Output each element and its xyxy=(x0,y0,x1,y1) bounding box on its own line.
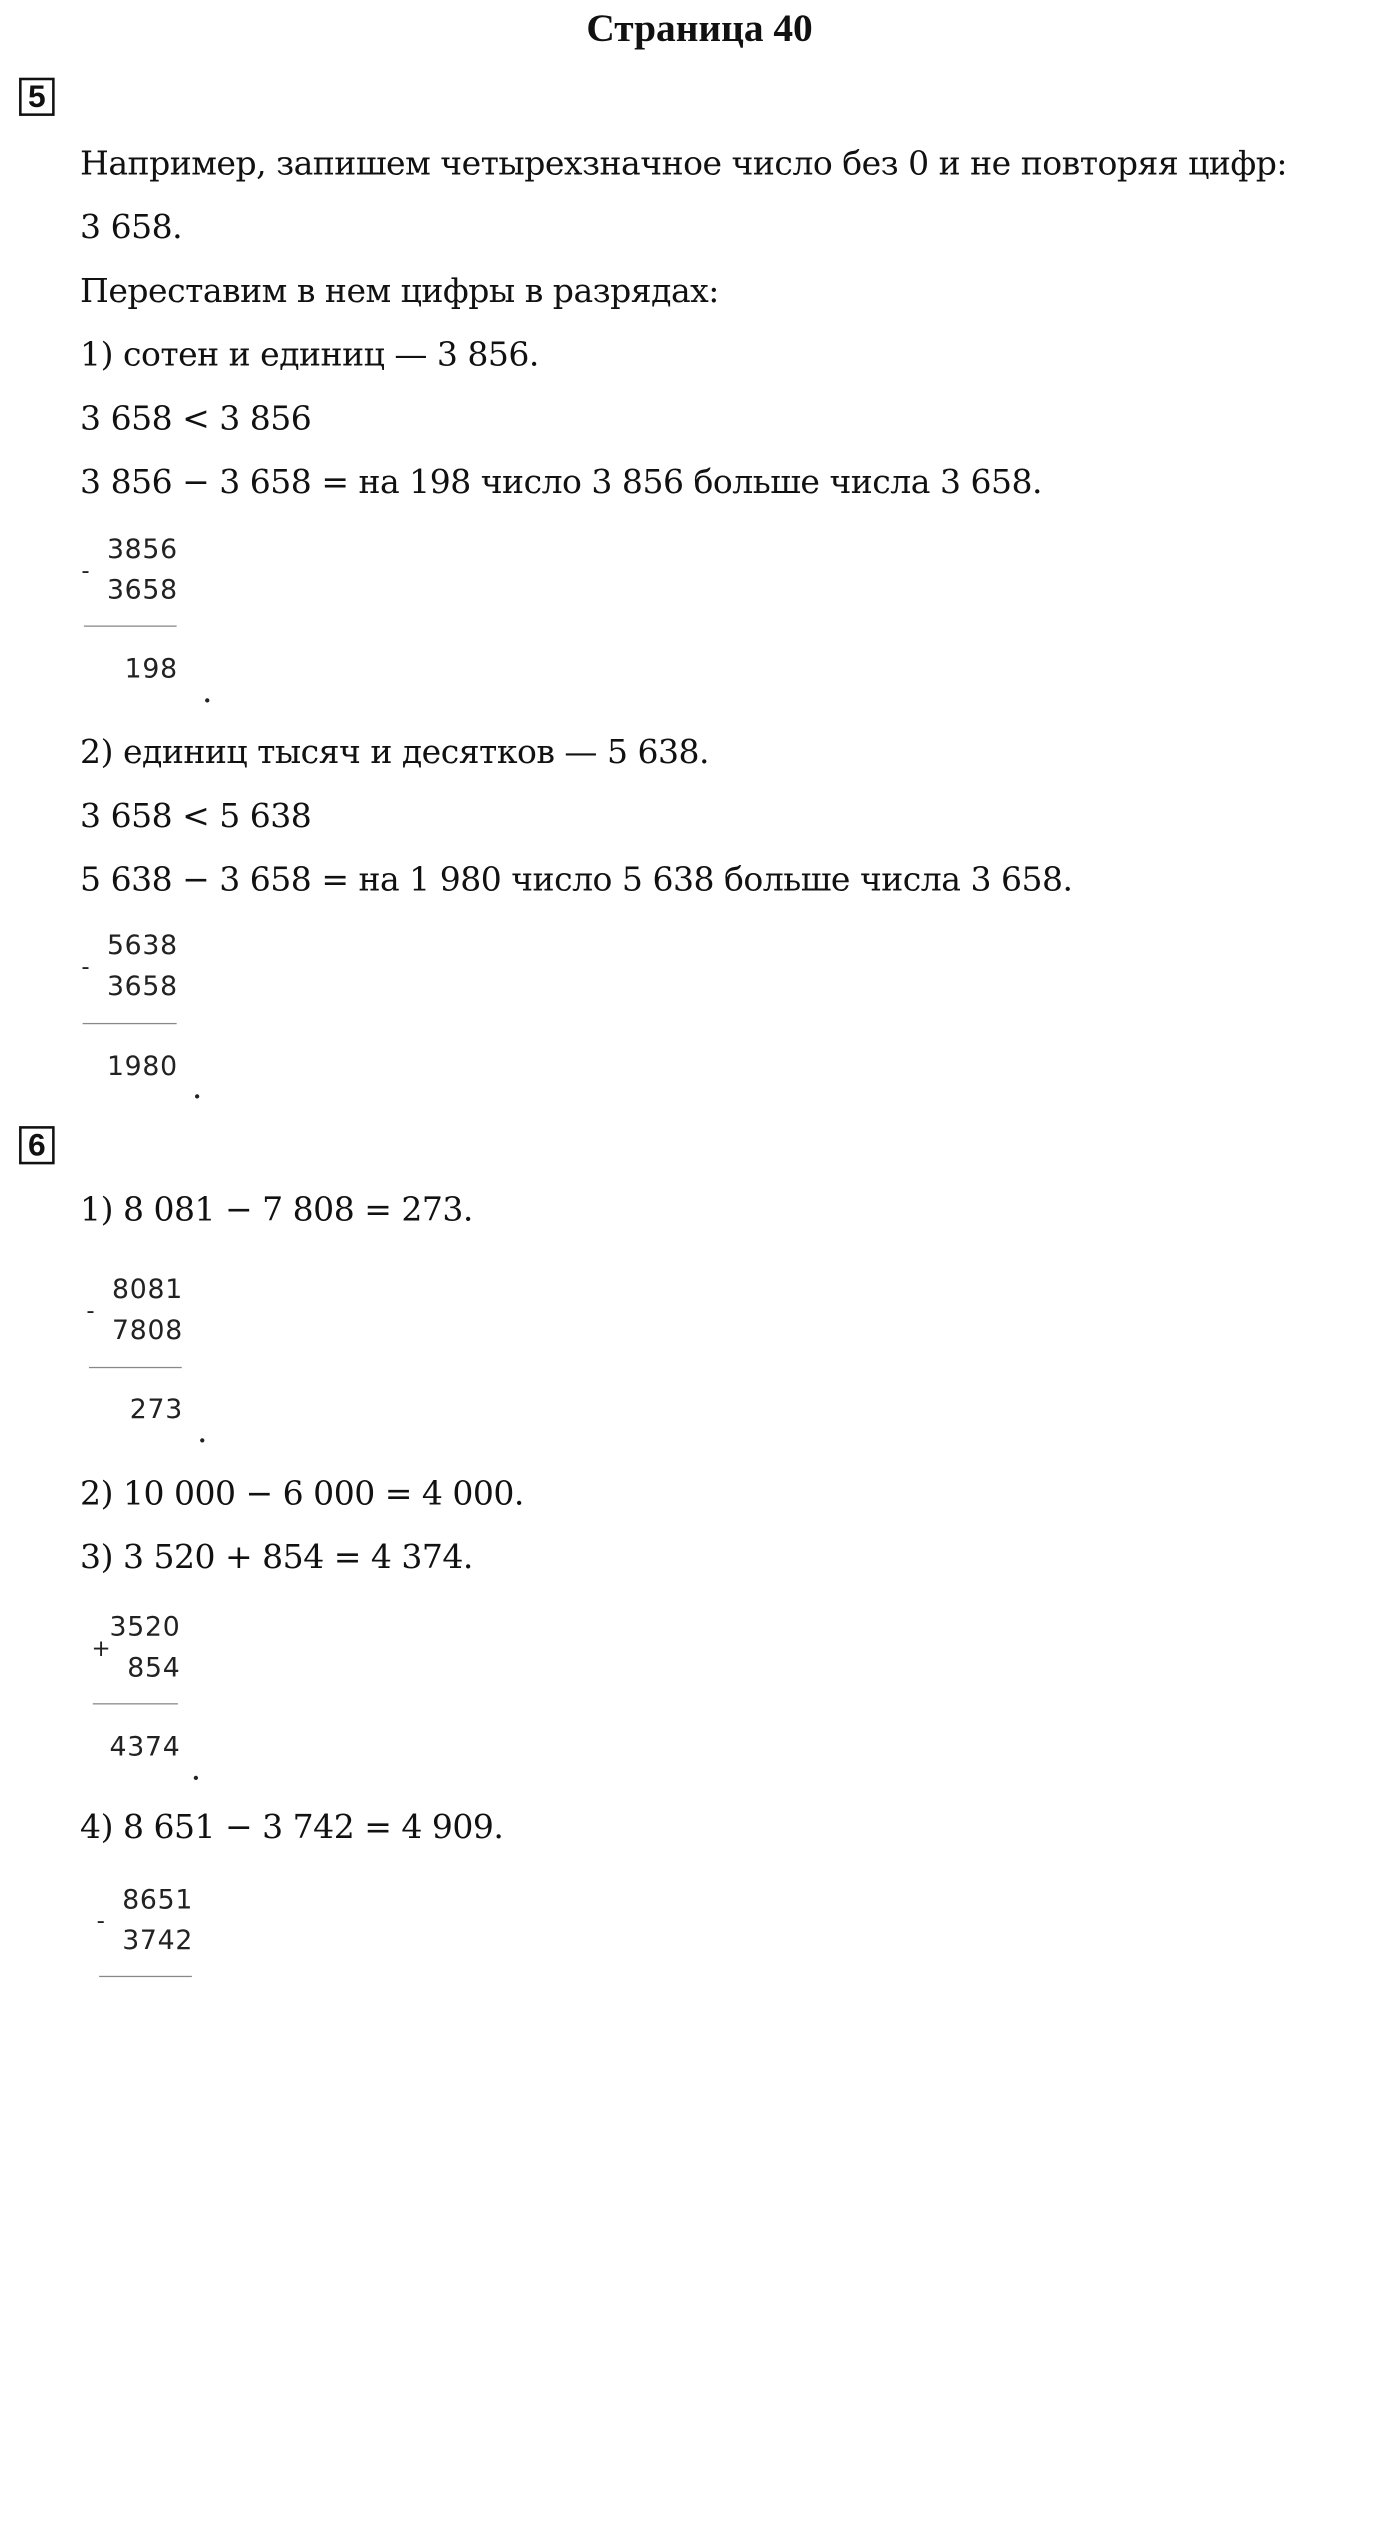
task-5-intro-line: Например, запишем четырехзначное число без 0 и не повторяя цифр: xyxy=(80,145,1288,184)
minus-sign: - xyxy=(86,1298,95,1325)
result-underline xyxy=(89,1367,182,1368)
result-underline xyxy=(93,1703,178,1704)
task-6-item-2: 2) 10 000 − 6 000 = 4 000. xyxy=(80,1475,524,1514)
difference-result: 198 xyxy=(124,653,178,685)
task-5-case-1-comparison: 3 658 < 3 856 xyxy=(80,400,312,439)
difference-result: 273 xyxy=(129,1393,183,1425)
plus-sign: + xyxy=(91,1635,111,1663)
result-underline xyxy=(99,1976,192,1977)
minuend: 5638 xyxy=(106,929,178,961)
minus-sign: - xyxy=(81,557,90,585)
minuend: 3856 xyxy=(106,533,178,565)
first-addend: 3520 xyxy=(109,1611,181,1643)
end-dot: . xyxy=(190,1750,202,1789)
result-underline xyxy=(84,625,177,626)
task-5-rearrange-line: Переставим в нем цифры в разрядах: xyxy=(80,272,719,311)
task-5-case-2-comparison: 3 658 < 5 638 xyxy=(80,797,312,836)
subtrahend: 7808 xyxy=(112,1314,183,1346)
end-dot: . xyxy=(202,672,213,711)
subtrahend: 3742 xyxy=(122,1924,194,1956)
task-5-example-number: 3 658. xyxy=(80,208,183,248)
task-6-item-4: 4) 8 651 − 3 742 = 4 909. xyxy=(80,1808,504,1848)
sum-result: 4374 xyxy=(109,1731,181,1762)
task-5-case-2-line: 2) единиц тысяч и десятков — 5 638. xyxy=(80,733,710,772)
task-5-number-badge: 5 xyxy=(19,78,55,116)
task-6-item-3: 3) 3 520 + 854 = 4 374. xyxy=(80,1538,473,1578)
subtrahend: 3658 xyxy=(106,970,178,1002)
task-6-item-1: 1) 8 081 − 7 808 = 273. xyxy=(80,1191,473,1230)
page-title: Страница 40 xyxy=(586,5,813,50)
end-dot: . xyxy=(196,1412,208,1451)
minuend: 8651 xyxy=(122,1884,194,1915)
second-addend: 854 xyxy=(127,1652,181,1683)
minus-sign: - xyxy=(81,954,90,981)
result-underline xyxy=(83,1023,177,1024)
task-5-case-1-line: 1) сотен и единиц — 3 856. xyxy=(80,336,539,375)
difference-result: 1980 xyxy=(106,1050,178,1082)
subtrahend: 3658 xyxy=(106,574,178,606)
end-dot: . xyxy=(191,1068,203,1108)
task-5-case-2-difference: 5 638 − 3 658 = на 1 980 число 5 638 больше числа 3 658. xyxy=(80,861,1073,900)
task-5-case-1-difference: 3 856 − 3 658 = на 198 число 3 856 больше числа 3 658. xyxy=(80,463,1042,502)
task-6-number-badge: 6 xyxy=(19,1126,55,1164)
minus-sign: - xyxy=(96,1908,105,1936)
minuend: 8081 xyxy=(112,1273,183,1305)
